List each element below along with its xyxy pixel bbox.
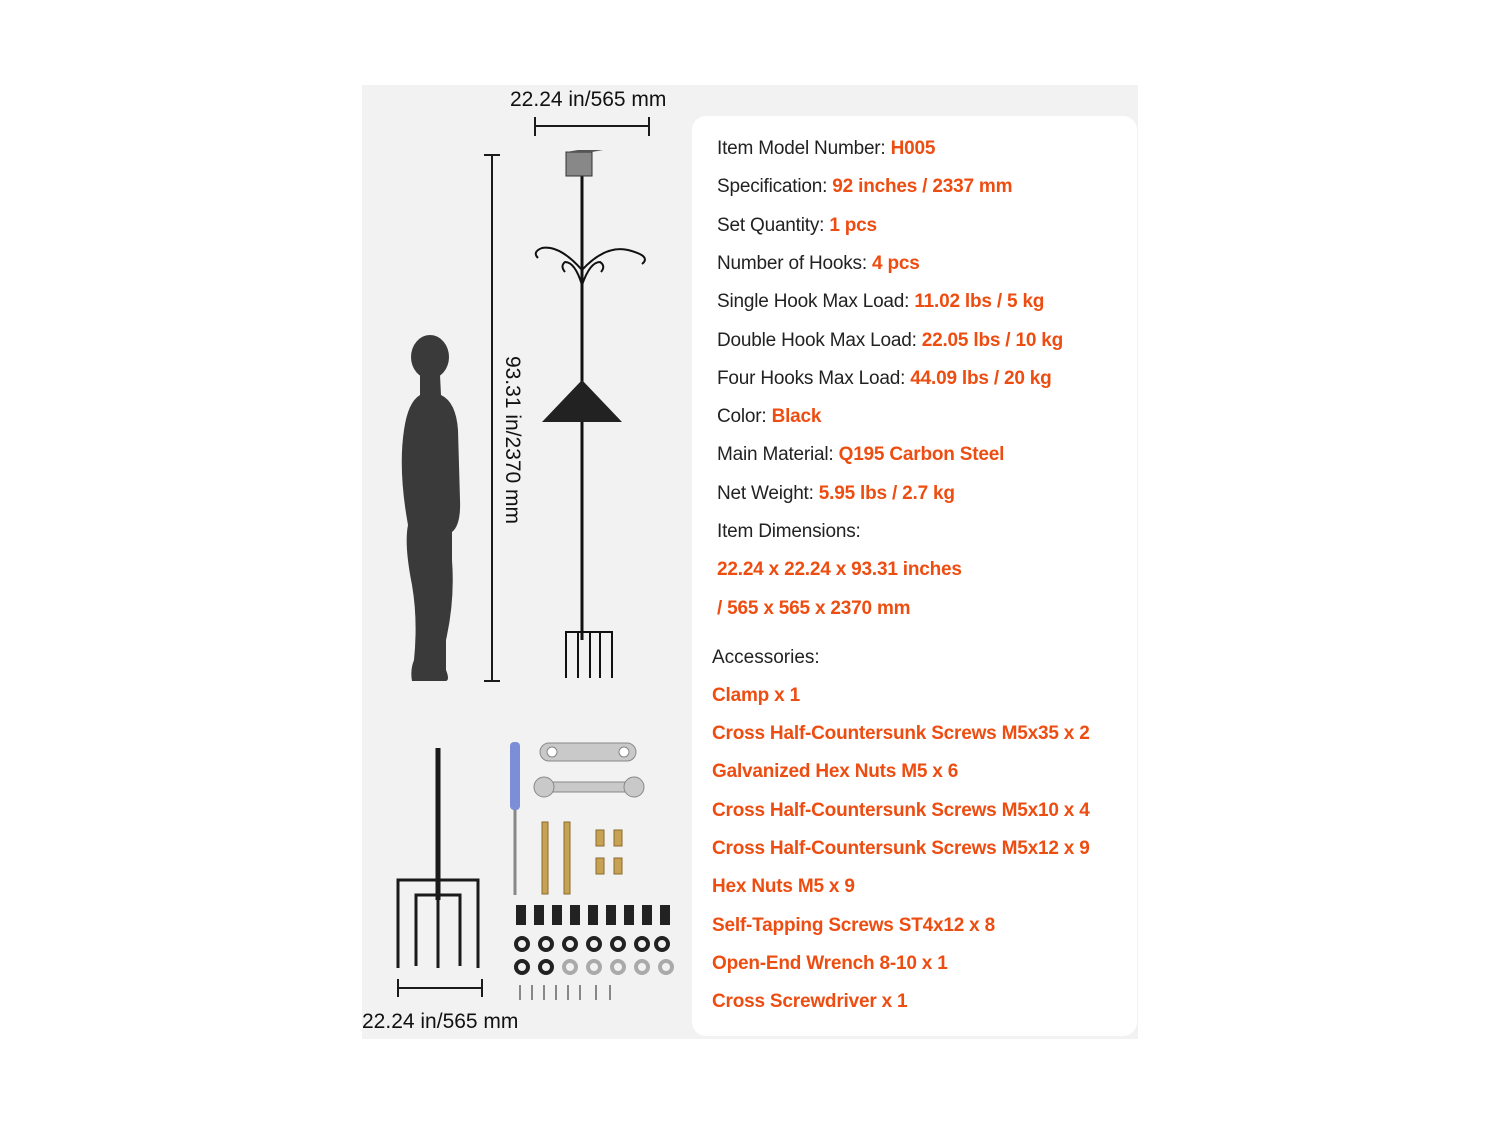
spec-number-of-hooks: Number of Hooks: 4 pcs: [717, 253, 920, 274]
accessory-item: Self-Tapping Screws ST4x12 x 8: [712, 915, 995, 936]
tapping-screws-icon: [520, 985, 610, 1000]
base-width-dimension-line: [398, 979, 482, 997]
black-screws-icon: [516, 905, 670, 925]
hex-nuts-icon: [516, 938, 672, 973]
spec-item-dimensions: Item Dimensions:: [717, 521, 861, 542]
top-width-label: 22.24 in/565 mm: [510, 88, 667, 111]
long-screws-icon: [542, 822, 570, 894]
spec-main-material: Main Material: Q195 Carbon Steel: [717, 444, 1005, 465]
accessory-item: Clamp x 1: [712, 685, 800, 706]
wrench-icon: [534, 777, 644, 797]
base-width-label: 22.24 in/565 mm: [362, 1010, 519, 1033]
item-dimensions-mm: / 565 x 565 x 2370 mm: [717, 598, 911, 619]
accessory-item: Open-End Wrench 8-10 x 1: [712, 953, 948, 974]
height-label: 93.31 in/2370 mm: [501, 355, 524, 525]
spec-color: Color: Black: [717, 406, 822, 427]
accessory-item: Cross Screwdriver x 1: [712, 991, 908, 1012]
item-dimensions-inches: 22.24 x 22.24 x 93.31 inches: [717, 559, 962, 580]
accessory-item: Galvanized Hex Nuts M5 x 6: [712, 761, 959, 782]
top-width-dimension-line: [535, 117, 649, 136]
shepherd-pole: [536, 150, 645, 678]
spec-net-weight: Net Weight: 5.95 lbs / 2.7 kg: [717, 483, 955, 504]
spec-set-quantity: Set Quantity: 1 pcs: [717, 215, 877, 236]
spec-specification: Specification: 92 inches / 2337 mm: [717, 176, 1013, 197]
accessory-item: Hex Nuts M5 x 9: [712, 876, 855, 897]
height-dimension-line: [484, 155, 500, 681]
spec-single-hook-load: Single Hook Max Load: 11.02 lbs / 5 kg: [717, 291, 1045, 312]
human-silhouette: [402, 335, 460, 681]
short-screws-icon: [596, 830, 622, 874]
accessory-item: Cross Half-Countersunk Screws M5x35 x 2: [712, 723, 1090, 744]
spec-four-hooks-load: Four Hooks Max Load: 44.09 lbs / 20 kg: [717, 368, 1052, 389]
spec-model-number: Item Model Number: H005: [717, 138, 936, 159]
clamp-icon: [540, 743, 636, 761]
accessory-item: Cross Half-Countersunk Screws M5x10 x 4: [712, 800, 1090, 821]
screwdriver-icon: [510, 742, 520, 895]
accessories-heading: Accessories:: [712, 647, 820, 668]
accessory-item: Cross Half-Countersunk Screws M5x12 x 9: [712, 838, 1090, 859]
spec-double-hook-load: Double Hook Max Load: 22.05 lbs / 10 kg: [717, 330, 1064, 351]
ground-stake: [398, 748, 478, 968]
